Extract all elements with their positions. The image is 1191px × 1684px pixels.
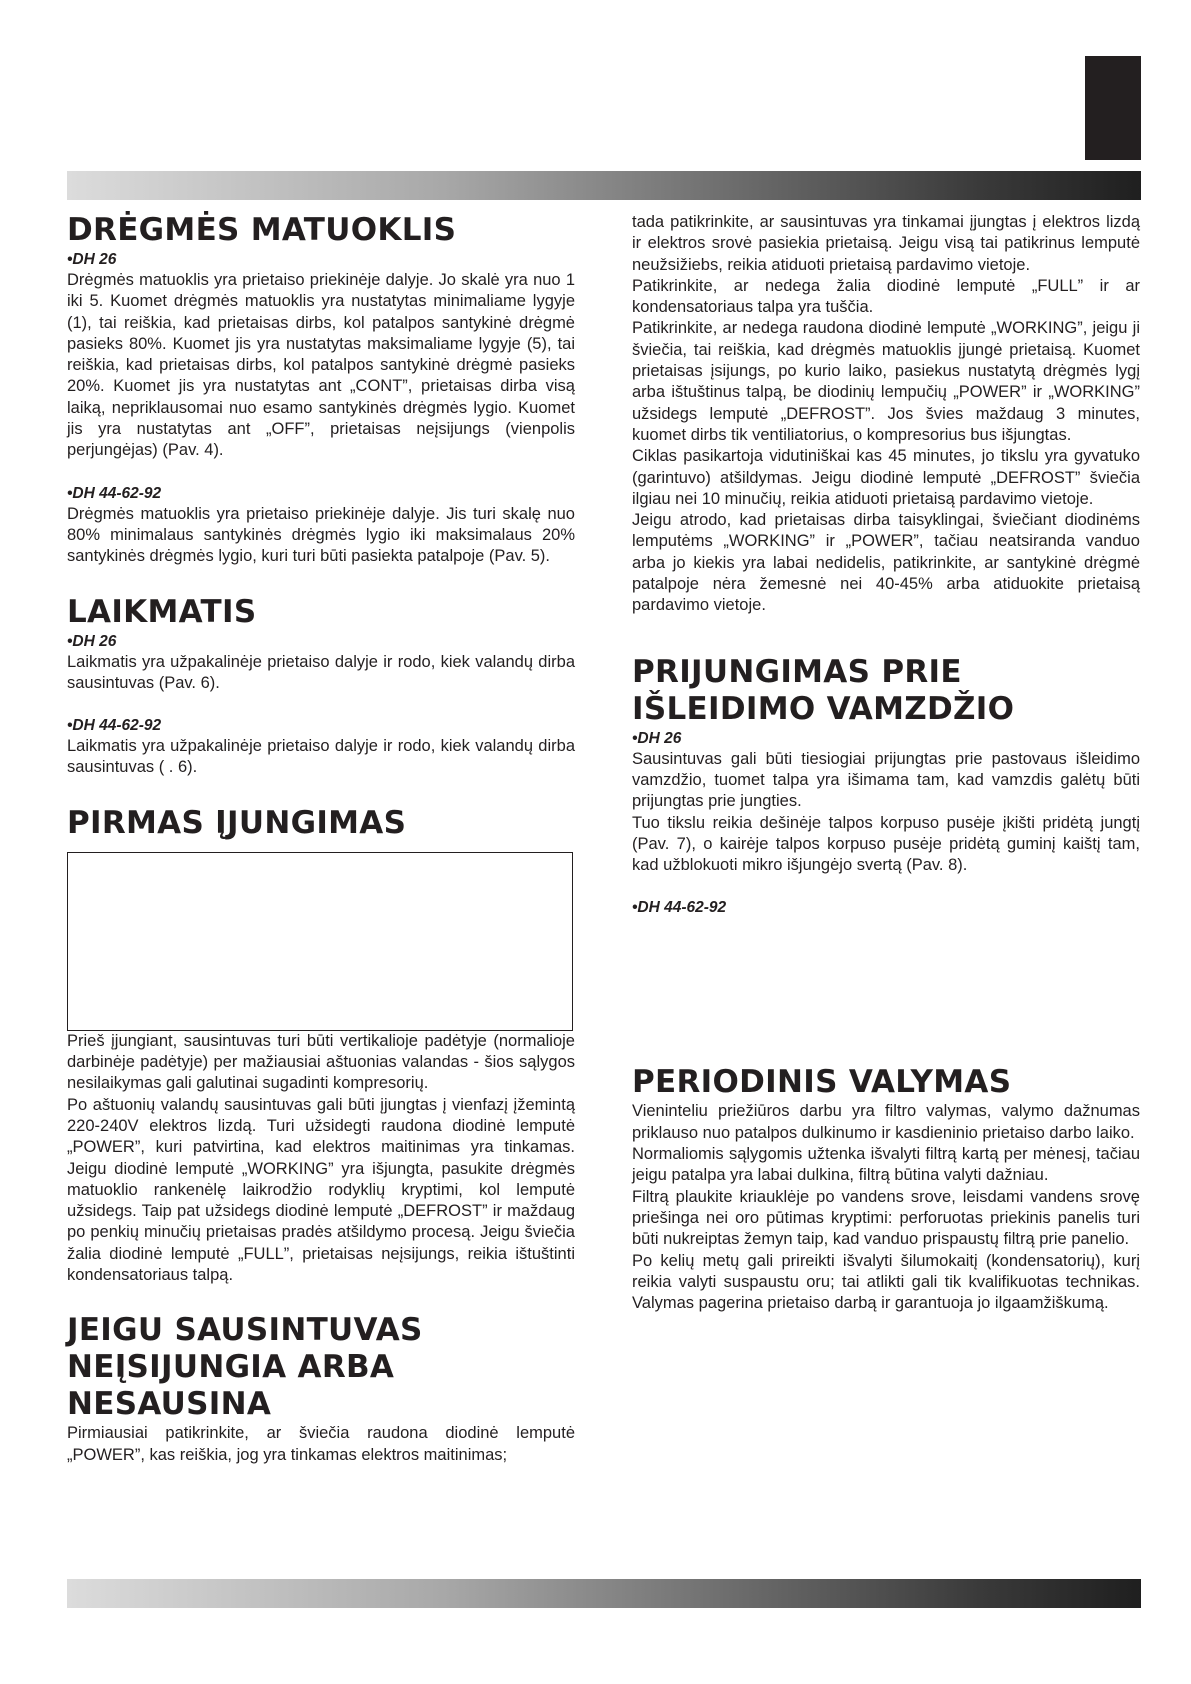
page-tab-marker — [1085, 56, 1141, 160]
section-not-working-continued — [632, 212, 1140, 617]
right-column — [632, 212, 1140, 1314]
paragraph: Po aštuonių valandų sausintuvas gali būti įjungtas į vienfazį įžemintą 220-240V elektros lizdą. Turi užsidegti raudona diodinė lemputė „POWER”, kuri patvirtina, kad elektros maitinimas yra tinkamas. Jeigu diodinė lemputė „WORKING” yra išjungta, pasukite drėgmės matuoklio rankenėlę laikrodžio rodyklių kryptimi, kol lemputė užsidegs. Taip pat užsidegs diodinė lemputė „DEFROST” ir maždaug po penkių minučių prietaisas pradės atšildymo procesą. Jeigu šviečia žalia diodinė lemputė „FULL”, prietaisas neįsijungs, reikia ištuštinti kondensatoriaus talpą. — [67, 1095, 575, 1285]
section-title: NEĮSIJUNGIA ARBA — [67, 1349, 395, 1386]
section-first-start — [67, 805, 575, 1287]
paragraph: Prieš įjungiant, sausintuvas turi būti vertikalioje padėtyje (normalioje darbinėje padėtyje) per mažiausiai aštuonias valandas - šios sąlygos nesilaikymas gali galutinai sugadinti kompresorių. — [67, 1031, 575, 1093]
paragraph: Tuo tikslu reikia dešinėje talpos korpuso pusėje įkišti pridėtą jungtį (Pav. 7), o kairėje talpos korpuso pusėje pridėtą guminį kaištį tam, kad užblokuoti mikro išjungėjo svertą (Pav. 8). — [632, 813, 1140, 875]
paragraph: Drėgmės matuoklis yra prietaiso priekinėje dalyje. Jis turi skalę nuo 80% minimalaus santykinės drėgmės lygio iki maksimalaus 20% santykinės drėgmės lygio, kuri turi būti pasiekta patalpoje (Pav. 5). — [67, 504, 575, 566]
model-label: •DH 44-62-92 — [632, 899, 727, 917]
figure-placeholder-box — [67, 852, 573, 1031]
section-title: PERIODINIS VALYMAS — [632, 1064, 1012, 1101]
left-column — [67, 212, 575, 1466]
footer-gradient-bar — [67, 1579, 1141, 1608]
section-drain-connection — [632, 654, 1140, 919]
header-gradient-bar — [67, 171, 1141, 200]
section-not-working — [67, 1312, 575, 1466]
paragraph: Filtrą plaukite kriauklėje po vandens srove, leisdami vandens srovę priešinga nei oro pūtimas kryptimi: perforuotas priekinis panelis turi būti nukreiptas žemyn taip, kad vanduo prispaustų filtrą prie panelio. — [632, 1187, 1140, 1249]
model-label: •DH 44-62-92 — [67, 484, 162, 502]
paragraph: Ciklas pasikartoja vidutiniškai kas 45 minutes, jo tikslu yra gyvatuko (garintuvo) atšildymas. Jeigu diodinė lemputė „DEFROST” šviečia ilgiau nei 10 minučių, reikia atiduoti prietaisą pardavimo vietoje. — [632, 447, 1140, 508]
section-title: JEIGU SAUSINTUVAS — [67, 1312, 423, 1349]
paragraph: Laikmatis yra užpakalinėje prietaiso dalyje ir rodo, kiek valandų dirba sausintuvas ( . 6). — [67, 737, 575, 777]
section-title: PRIJUNGIMAS PRIE — [632, 653, 962, 690]
paragraph: Patikrinkite, ar nedega žalia diodinė lemputė „FULL” ir ar kondensatoriaus talpa yra tuščia. — [632, 276, 1140, 317]
section-title: IŠLEIDIMO VAMZDŽIO — [632, 690, 1015, 727]
paragraph: Vieninteliu priežiūros darbu yra filtro valymas, valymo dažnumas priklauso nuo patalpos dulkinumo ir kasdieninio prietaiso darbo laiko. — [632, 1102, 1140, 1142]
paragraph: tada patikrinkite, ar sausintuvas yra tinkamai įjungtas į elektros lizdą ir elektros srovė pasiekia prietaisą. Jeigu visą tai patikrinus lemputė neužsižiebs, reikia atiduoti prietaisą pardavimo vietoje. — [632, 213, 1140, 274]
section-title: NESAUSINA — [67, 1386, 272, 1423]
paragraph: Laikmatis yra užpakalinėje prietaiso dalyje ir rodo, kiek valandų dirba sausintuvas (Pav. 6). — [67, 652, 575, 692]
section-title: PIRMAS ĮJUNGIMAS — [67, 804, 407, 841]
paragraph: Pirmiausiai patikrinkite, ar šviečia raudona diodinė lemputė „POWER”, kas reiškia, jog yra tinkamas elektros maitinimas; — [67, 1424, 575, 1464]
model-label: •DH 44-62-92 — [67, 717, 162, 735]
section-periodic-cleaning — [632, 1064, 1140, 1314]
paragraph: Po kelių metų gali prireikti išvalyti šilumokaitį (kondensatorių), kurį reikia valyti suspaustu oru; tai atlikti gali tik kvalifikuotas technikas. Valymas pagerina prietaiso darbą ir garantuoja jo ilgaamžiškumą. — [632, 1251, 1140, 1313]
model-label: •DH 26 — [67, 251, 117, 268]
model-label: •DH 26 — [67, 632, 117, 650]
paragraph: Sausintuvas gali būti tiesiogiai prijungtas prie pastovaus išleidimo vamzdžio, tuomet talpa yra išimama tam, kad vamzdis galėtų būti prijungtas prie jungties. — [632, 749, 1140, 811]
section-humidity-meter — [67, 212, 575, 568]
paragraph: Drėgmės matuoklis yra prietaiso priekinėje dalyje. Jo skalė yra nuo 1 iki 5. Kuomet drėgmės matuoklis yra nustatytas minimaliame lygyje (1), tai reiškia, kad prietaisas dirbs, kol patalpos santykinė drėgmė pasieks 80%. Kuomet jis yra nustatytas maksimaliame lygyje (5), tai reiškia, kad prietaisas dirbs, kol patalpos santykinė drėgmė pasieks 20%. Kuomet jis yra nustatytas ant „CONT”, prietaisas dirba visą laiką, nepriklausomai nuo esamo santykinės drėgmės lygio. Kuomet jis yra nustatytas ant „OFF”, prietaisas neįsijungs (vienpolis perjungėjas) (Pav. 4). — [67, 271, 575, 460]
model-label: •DH 26 — [632, 729, 682, 747]
section-title: DRĖGMĖS MATUOKLIS — [67, 212, 457, 248]
paragraph: Patikrinkite, ar nedega raudona diodinė lemputė „WORKING”, jeigu ji šviečia, tai reiškia, kad drėgmės matuoklis įjungė prietaisą. Kuomet prietaisas įsijungs, po kurio laiko, pasiekus nustatytą drėgmės lygį arba ištuštinus talpą, be diodinių lempučių „POWER” ir „WORKING” užsidegs lemputė „DEFROST”. Jos švies maždaug 3 minutes, kuomet dirbs tik ventiliatorius, o kompresorius bus išjungtas. — [632, 319, 1140, 444]
paragraph: Jeigu atrodo, kad prietaisas dirba taisyklingai, šviečiant diodinėms lemputėms „WORKING” ir „POWER”, tačiau neatsiranda vanduo arba jo kiekis yra labai nedidelis, patikrinkite, ar santykinė drėgmė patalpoje nėra žemesnė nei 40-45% arba atiduokite prietaisą pardavimo vietoje. — [632, 511, 1140, 615]
section-title: LAIKMATIS — [67, 593, 257, 630]
paragraph: Normaliomis sąlygomis užtenka išvalyti filtrą kartą per mėnesį, tačiau jeigu patalpa yra labai dulkina, filtrą būtina valyti dažniau. — [632, 1145, 1140, 1185]
section-timer — [67, 594, 575, 779]
